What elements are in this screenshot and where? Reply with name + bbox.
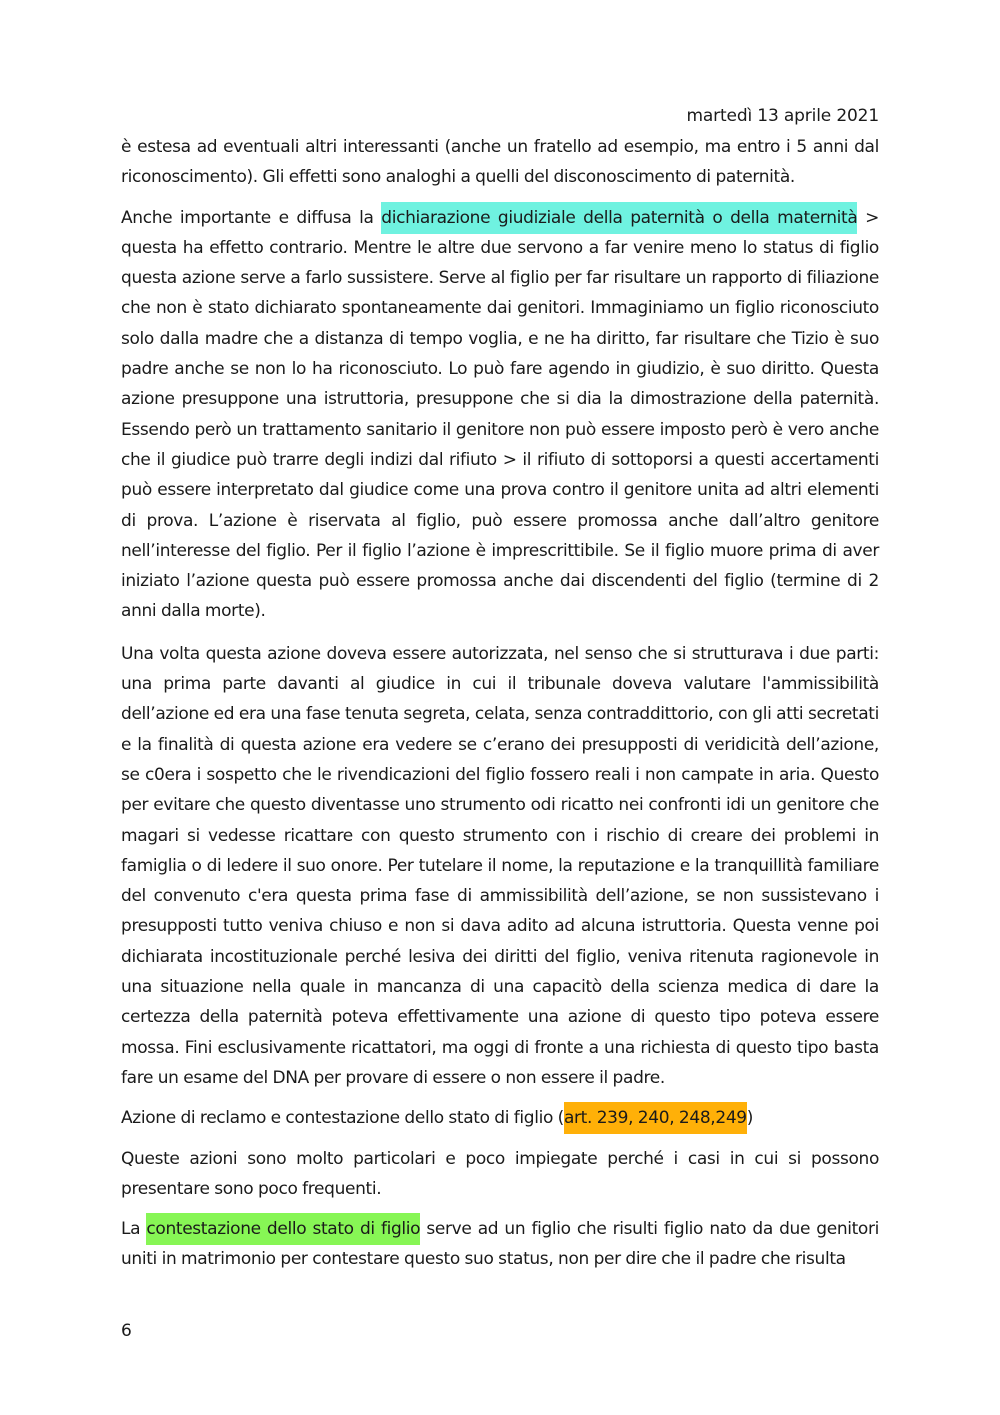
paragraph-4-rest: ): [746, 1108, 754, 1129]
paragraph-6-lead: La: [121, 1219, 147, 1240]
paragraph-6-rest: serve ad un figlio che risulti figlio nato da due genitori uniti in matrimonio per contestare questo suo status, non per dire che il padre che risulta: [121, 1219, 879, 1270]
paragraph-6: [121, 1214, 879, 1275]
header-date: martedì 13 aprile 2021: [686, 106, 879, 126]
highlight-dichiarazione-giudiziale: dichiarazione giudiziale della paternità o della maternità: [381, 202, 857, 234]
paragraph-2-lead: Anche importante e diffusa la: [121, 207, 382, 228]
paragraph-2-rest: > questa ha effetto contrario. Mentre le altre due servono a far venire meno lo status di figlio questa azione serve a farlo sussistere. Serve al figlio per far risultare un rapporto di filiazione che non è stato dichiarato spontaneamente dai genitori. Immaginiamo un figlio riconosciuto solo dalla madre che a distanza di tempo voglia, e ne ha diritto, far risultare che Tizio è suo padre anche se non lo ha riconosciuto. Lo può fare agendo in giudizio, è suo diritto. Questa azione presuppone una istruttoria, presuppone che si dia la dimostrazione della paternità. Essendo però un trattamento sanitario il genitore non può essere imposto però è vero anche che il giudice può trarre degli indizi dal rifiuto > il rifiuto di sottoporsi a questi accertamenti può essere interpretato dal giudice come una prova contro il genitore unita ad altri elementi di prova. L’azione è riservata al figlio, può essere promossa anche dall’altro genitore nell’interesse del figlio. Per il figlio l’azione è imprescrittibile. Se il figlio muore prima di aver iniziato l’azione questa può essere promossa anche dai discendenti del figlio (termine di 2 anni dalla morte).: [121, 207, 879, 622]
paragraph-4: [121, 1103, 879, 1133]
paragraph-2: [121, 203, 879, 627]
page-body: [121, 132, 879, 1287]
highlight-contestazione-stato: contestazione dello stato di figlio: [146, 1213, 420, 1245]
paragraph-4-lead: Azione di reclamo e contestazione dello stato di figlio (: [121, 1108, 564, 1129]
paragraph-3: Una volta questa azione doveva essere autorizzata, nel senso che si strutturava i due parti: una prima parte davanti al giudice in cui il tribunale doveva valutare l'ammissibilità dell’azione ed era una fase tenuta segreta, celata, senza contraddittorio, con gli atti secretati e la finalità di questa azione era vedere se c’erano dei presupposti di veridicità dell’azione, se c0era i sospetto che le rivendicazioni del figlio fossero reali i non campate in aria. Questo per evitare che questo diventasse uno strumento odi ricatto nei confronti idi un genitore che magari si vedesse ricattare con questo strumento con i rischio di creare dei problemi in famiglia o di ledere il suo onore. Per tutelare il nome, la reputazione e la tranquillità familiare del convenuto c'era questa prima fase di ammissibilità dell’azione, se non sussistevano i presupposti tutto veniva chiuso e non si dava adito ad alcuna istruttoria. Questa venne poi dichiarata incostituzionale perché lesiva dei diritti del figlio, veniva ritenuta ragionevole in una situazione nella quale in mancanza di una capacitò della scienza medica di dare la certezza della paternità poteva effettivamente una azione di questo tipo poteva essere mossa. Fini esclusivamente ricattatori, ma oggi di fronte a una richiesta di questo tipo basta fare un esame del DNA per provare di essere o non essere il padre.: [121, 643, 879, 1088]
highlight-article-references: art. 239, 240, 248,249: [564, 1102, 747, 1134]
paragraph-5: Queste azioni sono molto particolari e poco impiegate perché i casi in cui si possono presentare sono poco frequenti.: [121, 1148, 879, 1199]
paragraph-1: è estesa ad eventuali altri interessanti (anche un fratello ad esempio, ma entro i 5 anni dal riconoscimento). Gli effetti sono analoghi a quelli del disconoscimento di paternità.: [121, 137, 879, 188]
page-number: 6: [121, 1321, 132, 1341]
